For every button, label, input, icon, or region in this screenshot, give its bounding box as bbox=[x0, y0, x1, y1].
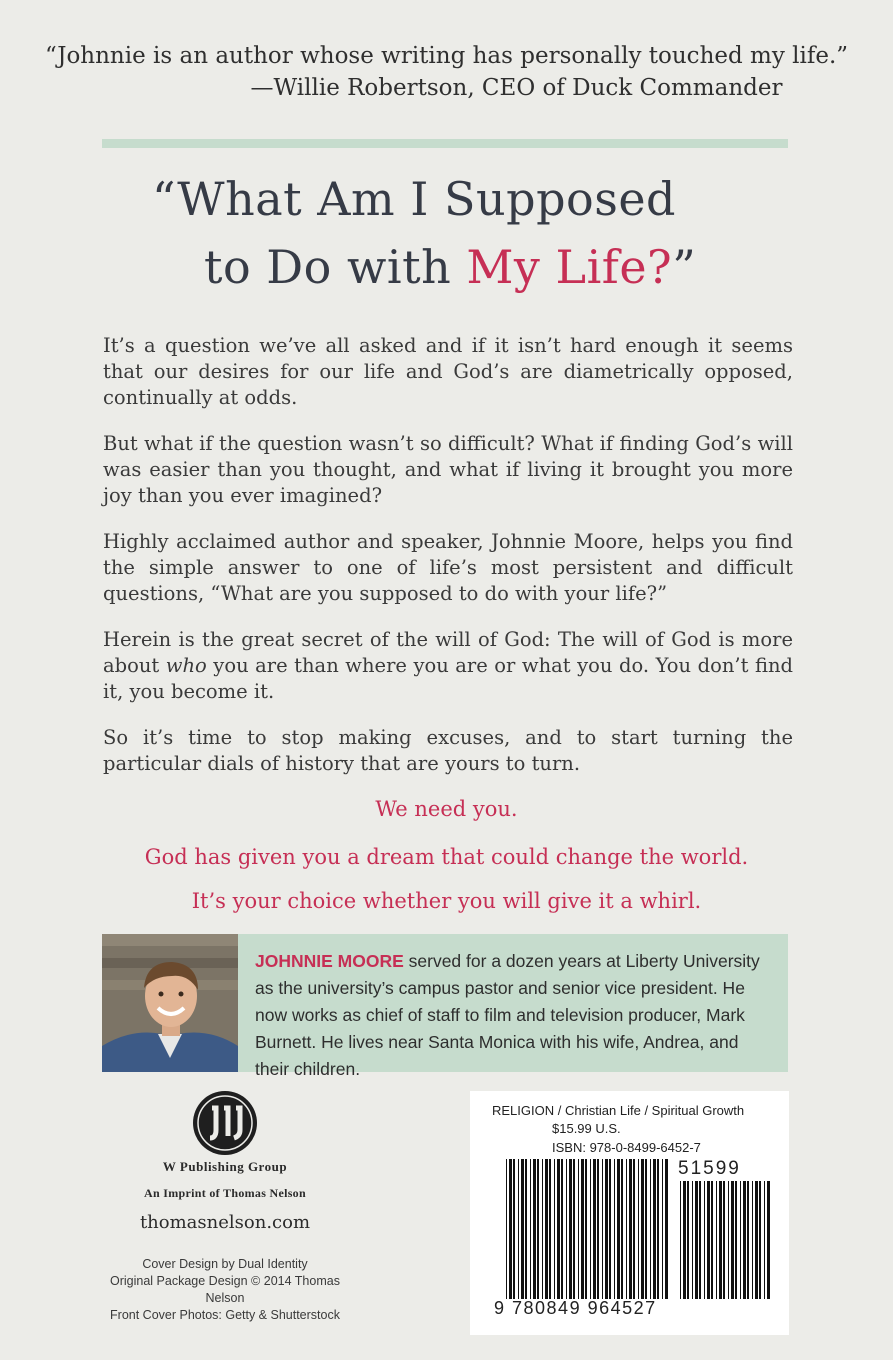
endorsement-quote: “Johnnie is an author whose writing has personally touched my life.” bbox=[44, 43, 849, 69]
publisher-imprint: An Imprint of Thomas Nelson bbox=[144, 1186, 306, 1200]
barcode-bar bbox=[614, 1159, 615, 1299]
endorsement-attribution: —Willie Robertson, CEO of Duck Commander bbox=[250, 75, 783, 101]
barcode-isbn: ISBN: 978-0-8499-6452-7 bbox=[552, 1140, 701, 1155]
headline-line-1: “What Am I Supposed bbox=[152, 172, 676, 226]
barcode-bar bbox=[557, 1159, 560, 1299]
credit-line-2: Original Package Design © 2014 Thomas Nelson bbox=[110, 1274, 340, 1305]
author-bio-body: served for a dozen years at Liberty University as the university’s campus pastor and senior vice president. He now works as chief of staff to film and television producer, Mark Burnett. He lives near Santa Monica with his wife, Andrea, and their children. bbox=[255, 951, 760, 1079]
barcode-ean-number: 9 780849 964527 bbox=[494, 1298, 657, 1318]
barcode-bar bbox=[585, 1159, 587, 1299]
barcode-bar bbox=[561, 1159, 563, 1299]
tagline-3: It’s your choice whether you will give it a whirl. bbox=[191, 889, 702, 913]
barcode-bar bbox=[573, 1159, 575, 1299]
barcode-bar bbox=[755, 1181, 758, 1299]
addon-barcode-icon bbox=[680, 1181, 770, 1299]
barcode-bar bbox=[692, 1181, 693, 1299]
barcode-bar bbox=[537, 1159, 539, 1299]
barcode-bar bbox=[521, 1159, 524, 1299]
barcode-bar bbox=[554, 1159, 555, 1299]
barcode-bar bbox=[665, 1159, 668, 1299]
divider-bar bbox=[102, 139, 788, 148]
paragraph-4-a: Herein is the great secret of the will of God: The will of God is more about bbox=[103, 628, 793, 677]
barcode-bar bbox=[621, 1159, 623, 1299]
paragraph-4-b: you are than where you are or what you do. You don’t find it, you become it. bbox=[103, 654, 793, 703]
barcode-bar bbox=[699, 1181, 701, 1299]
barcode-bar bbox=[723, 1181, 725, 1299]
barcode-bar bbox=[759, 1181, 761, 1299]
barcode-bar bbox=[716, 1181, 717, 1299]
barcode-bar bbox=[680, 1181, 681, 1299]
barcode-bar bbox=[629, 1159, 632, 1299]
barcode-category: RELIGION / Christian Life / Spiritual Growth bbox=[492, 1103, 745, 1118]
headline-accent: My Life? bbox=[466, 240, 673, 294]
barcode-bar bbox=[513, 1159, 515, 1299]
description bbox=[103, 333, 793, 797]
barcode-bar bbox=[645, 1159, 647, 1299]
barcode-bar bbox=[545, 1159, 548, 1299]
barcode-bar bbox=[597, 1159, 599, 1299]
barcode-bar bbox=[764, 1181, 765, 1299]
paragraph-5: So it’s time to stop making excuses, and to start turning the particular dials of history that are yours to turn. bbox=[103, 726, 793, 775]
headline bbox=[0, 165, 893, 301]
barcode-bar bbox=[653, 1159, 656, 1299]
barcode-bar bbox=[695, 1181, 698, 1299]
barcode-bar bbox=[687, 1181, 689, 1299]
credit-line-3: Front Cover Photos: Getty & Shutterstock bbox=[110, 1308, 340, 1322]
barcode-bar bbox=[581, 1159, 584, 1299]
barcode-bar bbox=[593, 1159, 596, 1299]
barcode-bar bbox=[549, 1159, 551, 1299]
barcode-bar bbox=[728, 1181, 729, 1299]
headline-line-2-prefix: to Do with bbox=[204, 240, 467, 294]
barcode-bar bbox=[743, 1181, 746, 1299]
paragraph-4-emphasis: who bbox=[165, 654, 207, 677]
barcode-bar bbox=[641, 1159, 644, 1299]
paragraph-1: It’s a question we’ve all asked and if it isn’t hard enough it seems that our desires for our life and God’s are diametrically opposed, continually at odds. bbox=[103, 334, 793, 409]
barcode-bar bbox=[740, 1181, 741, 1299]
barcode-addon-number: 51599 bbox=[678, 1158, 741, 1179]
barcode-bar bbox=[602, 1159, 603, 1299]
barcode-bar bbox=[657, 1159, 659, 1299]
barcode-bar bbox=[707, 1181, 710, 1299]
barcode-bar bbox=[719, 1181, 722, 1299]
barcode-bar bbox=[650, 1159, 651, 1299]
barcode-price: $15.99 U.S. bbox=[552, 1121, 621, 1136]
endorsement bbox=[0, 40, 893, 104]
barcode-bar bbox=[711, 1181, 713, 1299]
barcode-bar bbox=[767, 1181, 770, 1299]
barcode-bar bbox=[518, 1159, 519, 1299]
barcode-bar bbox=[731, 1181, 734, 1299]
barcode-bar bbox=[638, 1159, 639, 1299]
barcode-bar bbox=[633, 1159, 635, 1299]
barcode-bar bbox=[609, 1159, 611, 1299]
barcode-bar bbox=[506, 1159, 507, 1299]
barcode-bar bbox=[590, 1159, 591, 1299]
barcode-bar bbox=[747, 1181, 749, 1299]
author-photo bbox=[102, 934, 238, 1072]
barcode-bar bbox=[533, 1159, 536, 1299]
barcode-bar bbox=[617, 1159, 620, 1299]
publisher-name: W Publishing Group bbox=[162, 1159, 288, 1174]
author-bio-box bbox=[102, 934, 788, 1079]
barcode-bar bbox=[569, 1159, 572, 1299]
author-portrait-icon bbox=[102, 934, 238, 1072]
barcode-bar bbox=[530, 1159, 531, 1299]
tagline-2: God has given you a dream that could change the world. bbox=[144, 845, 749, 869]
w-publishing-logo-icon bbox=[190, 1088, 260, 1158]
barcode-bar bbox=[683, 1181, 686, 1299]
credits bbox=[100, 1256, 350, 1324]
barcode-bar bbox=[704, 1181, 705, 1299]
barcode-bar bbox=[525, 1159, 527, 1299]
barcode-panel bbox=[470, 1091, 789, 1335]
ean-barcode-icon bbox=[506, 1159, 671, 1299]
barcode-bar bbox=[578, 1159, 579, 1299]
credit-line-1: Cover Design by Dual Identity bbox=[142, 1257, 308, 1271]
paragraph-3: Highly acclaimed author and speaker, Johnnie Moore, helps you find the simple answer to one of life’s most persistent and difficult questions, “What are you supposed to do with your life?” bbox=[103, 530, 793, 605]
barcode-bar bbox=[662, 1159, 663, 1299]
barcode-bar bbox=[509, 1159, 512, 1299]
paragraph-2: But what if the question wasn’t so difficult? What if finding God’s will was easier than you thought, and what if living it brought you more joy than you ever imagined? bbox=[103, 432, 793, 507]
tagline-1: We need you. bbox=[375, 797, 518, 821]
barcode-bar bbox=[605, 1159, 608, 1299]
author-bio-text bbox=[255, 948, 770, 1083]
barcode-bar bbox=[735, 1181, 737, 1299]
headline-close-quote: ” bbox=[672, 240, 697, 294]
barcode-bar bbox=[542, 1159, 543, 1299]
publisher-website: thomasnelson.com bbox=[139, 1212, 311, 1233]
paragraph-4 bbox=[103, 627, 793, 705]
author-name: JOHNNIE MOORE bbox=[255, 951, 404, 971]
barcode-bar bbox=[566, 1159, 567, 1299]
barcode-bar bbox=[626, 1159, 627, 1299]
headline-line-2 bbox=[0, 233, 893, 301]
barcode-bar bbox=[752, 1181, 753, 1299]
